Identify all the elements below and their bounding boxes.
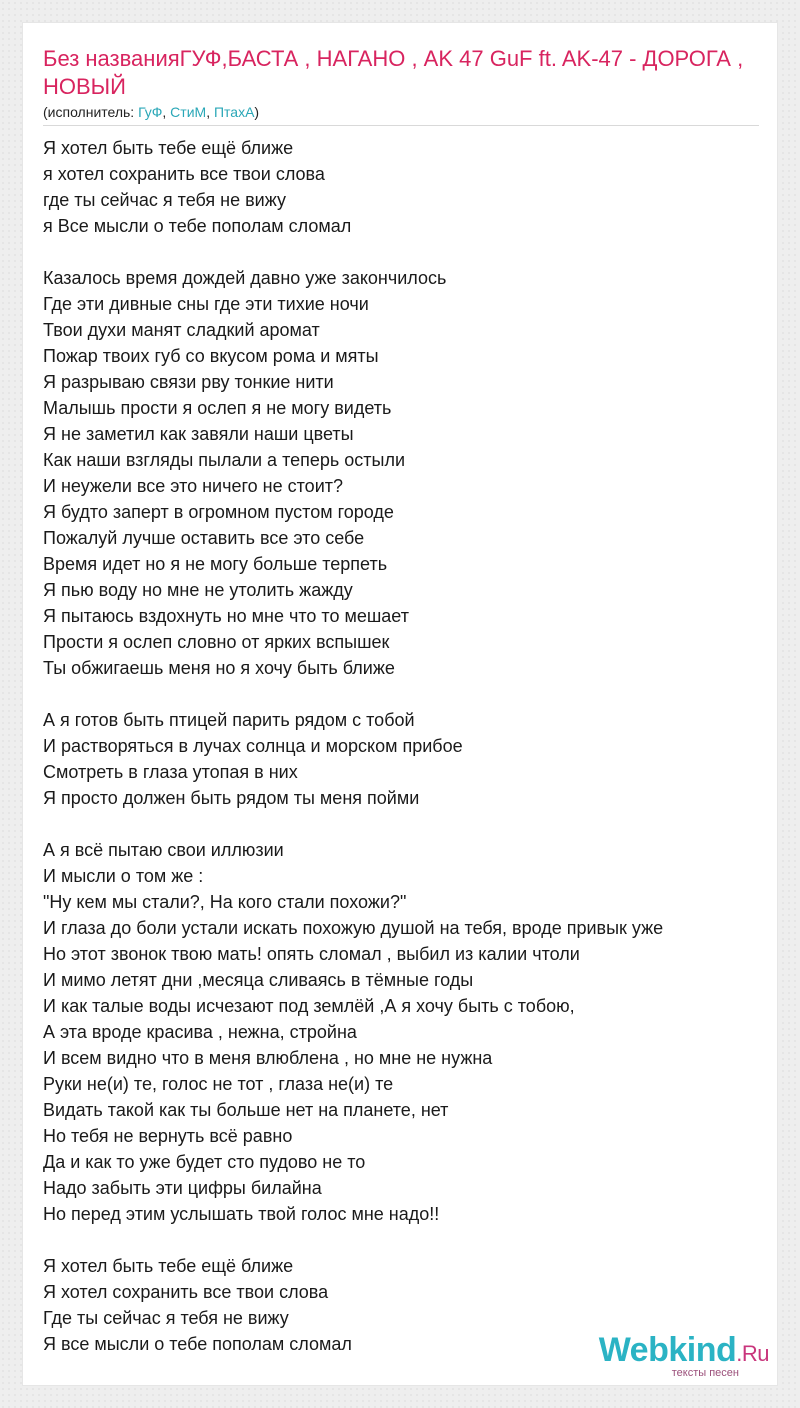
lyric-line: Я хотел быть тебе ещё ближе <box>43 1256 294 1276</box>
lyric-line: А я всё пытаю свои иллюзии <box>43 840 284 860</box>
lyric-line: Я просто должен быть рядом ты меня пойми <box>43 788 420 808</box>
logo-wordmark <box>599 1332 769 1372</box>
lyric-line: Но перед этим услышать твой голос мне надо!! <box>43 1204 440 1224</box>
lyric-line: Я будто заперт в огромном пустом городе <box>43 502 394 522</box>
lyric-line: Надо забыть эти цифры билайна <box>43 1178 322 1198</box>
lyrics-body <box>43 135 773 1357</box>
lyric-line: Как наши взгляды пылали а теперь остыли <box>43 450 406 470</box>
artist-link-stim[interactable]: СтиМ <box>170 104 207 120</box>
lyric-line: Я пытаюсь вздохнуть но мне что то мешает <box>43 606 409 626</box>
lyric-line: Твои духи манят сладкий аромат <box>43 320 320 340</box>
header-divider <box>43 125 759 126</box>
lyric-line: Видать такой как ты больше нет на планете, нет <box>43 1100 449 1120</box>
lyric-line: где ты сейчас я тебя не вижу <box>43 190 286 210</box>
lyric-line: Смотреть в глаза утопая в них <box>43 762 298 782</box>
lyric-line: Ты обжигаешь меня но я хочу быть ближе <box>43 658 395 678</box>
lyric-line: Руки не(и) те, голос не тот , глаза не(и) те <box>43 1074 394 1094</box>
stanza-break <box>43 239 773 265</box>
byline-separator: , <box>162 104 171 120</box>
lyric-line: И мысли о том же : <box>43 866 204 886</box>
lyric-line: Я не заметил как завяли наши цветы <box>43 424 354 444</box>
lyric-line: И растворяться в лучах солнца и морском прибое <box>43 736 463 756</box>
lyric-line: И как талые воды исчезают под землёй ,А я хочу быть с тобою, <box>43 996 575 1016</box>
lyric-line: Я пью воду но мне не утолить жажду <box>43 580 353 600</box>
lyric-line: Да и как то уже будет сто пудово не то <box>43 1152 366 1172</box>
lyric-line: Я все мысли о тебе пополам сломал <box>43 1334 352 1354</box>
lyric-line: "Ну кем мы стали?, На кого стали похожи?" <box>43 892 407 912</box>
artist-link-guf[interactable]: ГуФ <box>138 104 163 120</box>
logo-tagline: тексты песен <box>671 1367 739 1379</box>
lyric-line: Я разрываю связи рву тонкие нити <box>43 372 334 392</box>
lyric-line: А эта вроде красива , нежна, стройна <box>43 1022 357 1042</box>
lyric-line: Малышь прости я ослеп я не могу видеть <box>43 398 392 418</box>
lyrics-card <box>22 22 778 1386</box>
lyric-line: я Все мысли о тебе пополам сломал <box>43 216 352 236</box>
lyric-line: Прости я ослеп словно от ярких вспышек <box>43 632 390 652</box>
logo-tld: .Ru <box>736 1341 769 1366</box>
lyric-line: И всем видно что в меня влюблена , но мне не нужна <box>43 1048 493 1068</box>
lyric-line: И глаза до боли устали искать похожую душой на тебя, вроде привык уже <box>43 918 664 938</box>
lyric-line: Где эти дивные сны где эти тихие ночи <box>43 294 369 314</box>
lyric-line: Я хотел сохранить все твои слова <box>43 1282 329 1302</box>
stanza-break <box>43 811 773 837</box>
artist-link-ptaha[interactable]: ПтахА <box>213 104 255 120</box>
byline-separator: , <box>206 104 214 120</box>
artist-byline <box>43 103 259 121</box>
webkind-logo[interactable] <box>599 1332 769 1379</box>
logo-name: Webkind <box>598 1331 737 1369</box>
lyric-line: Где ты сейчас я тебя не вижу <box>43 1308 289 1328</box>
lyric-line: Я хотел быть тебе ещё ближе <box>43 138 294 158</box>
lyric-line: Пожалуй лучше оставить все это себе <box>43 528 365 548</box>
song-title: Без названияГУФ,БАСТА , НАГАНО , AK 47 GuF ft. AK-47 - ДОРОГА , НОВЫЙ <box>43 46 744 99</box>
lyric-line: я хотел сохранить все твои слова <box>43 164 325 184</box>
lyric-line: Пожар твоих губ со вкусом рома и мяты <box>43 346 379 366</box>
lyric-line: Казалось время дождей давно уже закончилось <box>43 268 447 288</box>
stanza-break <box>43 681 773 707</box>
lyric-line: И мимо летят дни ,месяца сливаясь в тёмные годы <box>43 970 474 990</box>
byline-prefix: (исполнитель: <box>43 104 139 120</box>
lyric-line: Но этот звонок твою мать! опять сломал , выбил из калии чтоли <box>43 944 580 964</box>
lyric-line: И неужели все это ничего не стоит? <box>43 476 343 496</box>
stanza-break <box>43 1227 773 1253</box>
byline-suffix: ) <box>254 104 260 120</box>
lyric-line: Время идет но я не могу больше терпеть <box>43 554 388 574</box>
lyric-line: Но тебя не вернуть всё равно <box>43 1126 293 1146</box>
lyric-line: А я готов быть птицей парить рядом с тобой <box>43 710 415 730</box>
